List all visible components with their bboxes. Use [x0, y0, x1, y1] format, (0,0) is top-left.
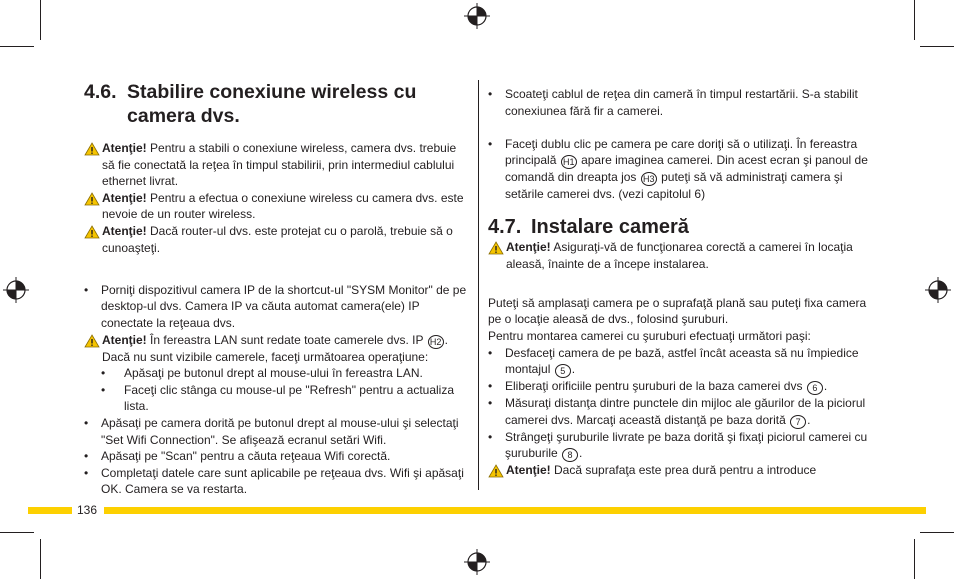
- section-title: Instalare cameră: [531, 215, 689, 238]
- list-item: • Scoateţi cablul de reţea din cameră în timpul restartării. S-a stabilit conexiunea fără fir a camerei.: [488, 86, 868, 119]
- setup-steps: [84, 282, 470, 332]
- warning-icon: [488, 241, 504, 255]
- footer-bar: [104, 507, 926, 514]
- mounting-steps: [488, 345, 868, 463]
- crop-mark: [40, 0, 41, 40]
- reference-badge: H2: [428, 335, 444, 349]
- list-item: • Faceţi clic stânga cu mouse-ul pe "Refresh" pentru a actualiza lista.: [84, 382, 470, 415]
- reference-badge: 6: [807, 381, 823, 395]
- warning-note: Atenţie! Asiguraţi-vă de funcţionarea corectă a camerei în locaţia aleasă, înainte de a începe instalarea.: [488, 239, 868, 272]
- paragraph: Pentru montarea camerei cu şuruburi efectuaţi următori paşi:: [488, 328, 811, 343]
- warning-note: Atenţie! Dacă router-ul dvs. este protejat cu o parolă, trebuie să o cunoaşteţi.: [84, 223, 470, 256]
- section-heading-4-7: [488, 215, 868, 239]
- section-title: Stabilire conexiune wireless cu camera dvs.: [127, 81, 417, 127]
- crop-mark: [920, 532, 954, 533]
- section-heading-4-6: [84, 80, 470, 128]
- sub-steps: [84, 365, 470, 415]
- warning-icon: [84, 225, 100, 239]
- list-item: • Porniţi dispozitivul camera IP de la shortcut-ul "SYSM Monitor" de pe desktop-ul dvs. Camera IP va căuta automat camera(ele) IP conectate la reţeaua dvs.: [84, 282, 470, 332]
- reference-badge: H3: [641, 172, 657, 186]
- section-number: 4.7.: [488, 215, 522, 238]
- crop-mark: [914, 0, 915, 40]
- setup-steps: [84, 415, 470, 498]
- reference-badge: 5: [555, 364, 571, 378]
- registration-mark-icon: [464, 549, 490, 575]
- list-item: • Faceţi dublu clic pe camera pe care doriţi să o utilizaţi. În fereastra principală H1 apare imaginea camerei. Din acest ecran şi panoul de comandă din dreapta jos H3 puteţi să vă administraţi camera şi setările camerei dvs. (vezi capitolul 6): [488, 136, 868, 203]
- crop-mark: [0, 532, 34, 533]
- column-divider: [478, 80, 479, 490]
- page-number: 136: [77, 503, 98, 517]
- setup-steps-continued: [488, 136, 868, 203]
- warning-note: Atenţie! În fereastra LAN sunt redate toate camerele dvs. IP H2 . Dacă nu sunt vizibile camerele, faceţi următoarea operaţiune:: [84, 332, 470, 366]
- reference-badge: 7: [790, 415, 806, 429]
- reference-badge: H1: [561, 155, 577, 169]
- registration-mark-icon: [3, 277, 29, 303]
- warning-icon: [84, 334, 100, 348]
- crop-mark: [40, 539, 41, 579]
- list-item: • Apăsaţi pe butonul drept al mouse-ului în fereastra LAN.: [84, 365, 470, 382]
- setup-steps-continued: [488, 86, 868, 119]
- list-item: • Strângeţi şuruburile livrate pe baza dorită şi fixaţi piciorul camerei cu şuruburile 8 .: [488, 429, 868, 463]
- registration-mark-icon: [925, 277, 951, 303]
- warning-note: Atenţie! Dacă suprafaţa este prea dură pentru a introduce: [488, 462, 868, 479]
- right-column: [488, 86, 868, 479]
- paragraph: Puteţi să amplasaţi camera pe o suprafaţă plană sau puteţi fixa camera pe o locaţie aleasă de dvs., folosind şuruburi.: [488, 295, 867, 327]
- footer-bar: [28, 507, 72, 514]
- crop-mark: [0, 46, 34, 47]
- warning-icon: [84, 142, 100, 156]
- list-item: • Eliberaţi orificiile pentru şuruburi de la baza camerei dvs 6 .: [488, 378, 868, 395]
- crop-mark: [920, 46, 954, 47]
- list-item: • Completaţi datele care sunt aplicabile pe reţeaua dvs. Wifi şi apăsaţi OK. Camera se va restarta.: [84, 465, 470, 498]
- list-item: • Apăsaţi pe camera dorită pe butonul drept al mouse-ului şi selectaţi "Set Wifi Connection". Se afişează ecranul setări Wifi.: [84, 415, 470, 448]
- warning-icon: [488, 464, 504, 478]
- list-item: • Desfaceţi camera de pe bază, astfel încât aceasta să nu împiedice montajul 5 .: [488, 345, 868, 379]
- list-item: • Măsuraţi distanţa dintre punctele din mijloc ale găurilor de la piciorul camerei dvs. Marcaţi această distanţă pe baza dorită 7 .: [488, 395, 868, 429]
- reference-badge: 8: [562, 448, 578, 462]
- crop-mark: [914, 539, 915, 579]
- registration-mark-icon: [464, 3, 490, 29]
- section-number: 4.6.: [84, 81, 117, 103]
- warning-icon: [84, 192, 100, 206]
- warning-note: Atenţie! Pentru a stabili o conexiune wireless, camera dvs. trebuie să fie conectată la reţea în timpul stabilirii, prin intermediul cablului ethernet livrat.: [84, 140, 470, 190]
- left-column: [84, 80, 470, 498]
- warning-note: Atenţie! Pentru a efectua o conexiune wireless cu camera dvs. este nevoie de un router wireless.: [84, 190, 470, 223]
- list-item: • Apăsaţi pe "Scan" pentru a căuta reţeaua Wifi corectă.: [84, 448, 470, 465]
